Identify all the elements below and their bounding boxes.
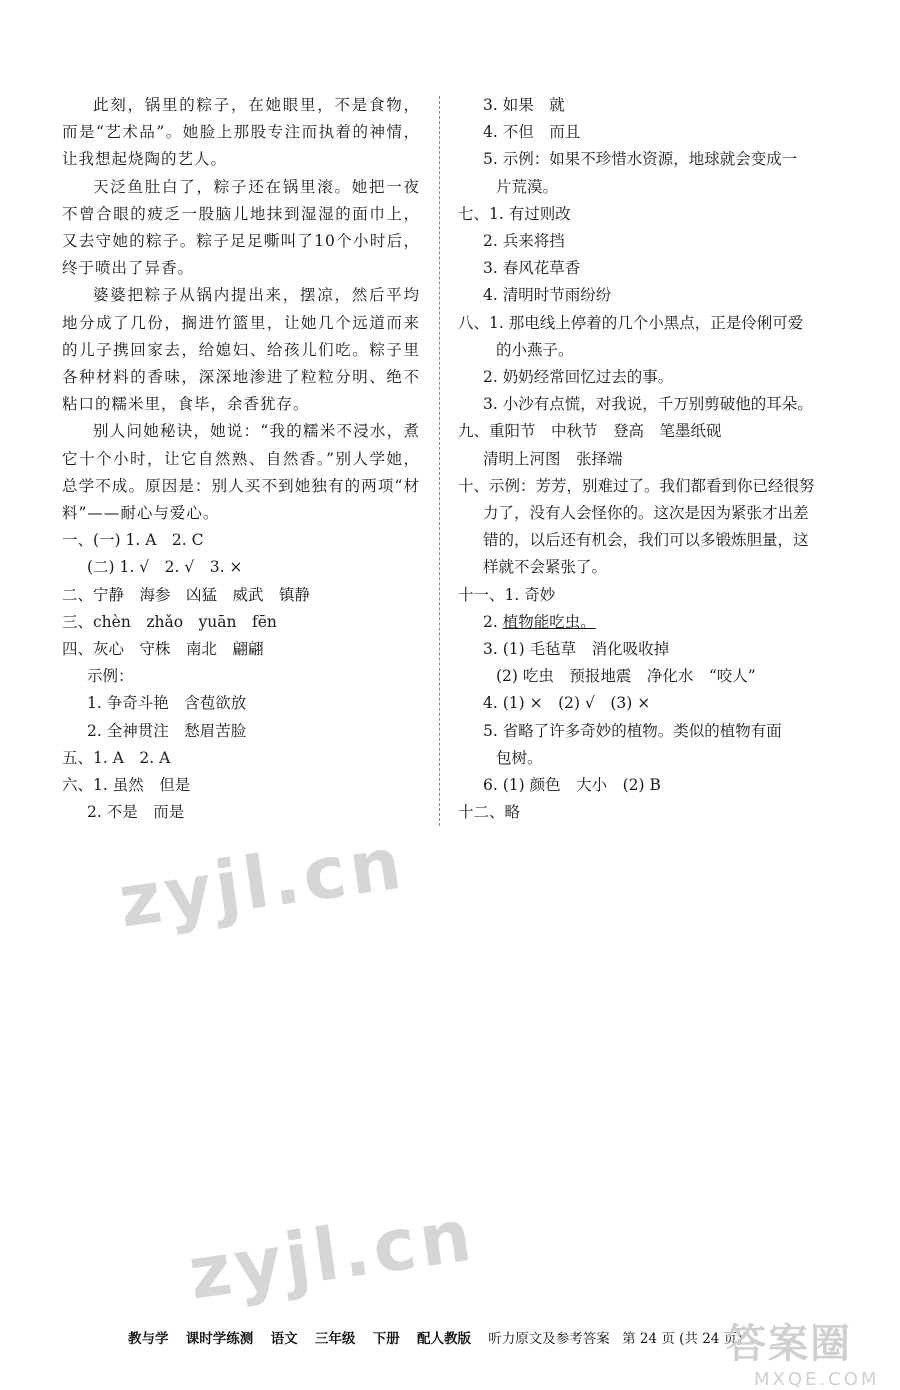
right-answer-list xyxy=(458,92,838,826)
passage-paragraph-4: 别人问她秘诀，她说：“我的糯米不浸水，煮它十个小时，让它自然熟、自然香。”别人学她，总学不成。原因是：别人买不到她独有的两项“材料”——耐心与爱心。 xyxy=(62,422,420,523)
footer-grade: 三年级 xyxy=(314,1331,356,1347)
answer-line: 清明上河图 张择端 xyxy=(483,449,623,468)
answer-line: 3. 如果 就 xyxy=(483,96,565,114)
answer-line: 3. 春风花草香 xyxy=(483,259,581,278)
answer-line: 2. 植物能吃虫。 xyxy=(483,612,596,631)
answer-line: 三、chèn zhǎo yuān fēn xyxy=(62,612,277,631)
page-footer xyxy=(128,1327,743,1347)
answer-line: 四、灰心 守株 南北 翩翩 xyxy=(62,640,264,659)
answer-line: 错的，以后还有机会，我们可以多锻炼胆量，这 xyxy=(483,531,809,550)
answer-line: 八、1. 那电线上停着的几个小黑点，正是伶俐可爱 xyxy=(458,313,804,332)
answer-line: 2. 不是 而是 xyxy=(87,803,185,822)
answer-line: 6. (1) 颜色 大小 (2) B xyxy=(483,776,661,795)
answer-line: 3. 小沙有点慌，对我说，千万别剪破他的耳朵。 xyxy=(483,395,813,414)
answer-line: 十一、1. 奇妙 xyxy=(458,585,556,604)
answer-line: 一、(一) 1. A 2. C xyxy=(62,531,204,550)
footer-brand: 教与学 xyxy=(128,1331,169,1347)
answer-line: 六、1. 虽然 但是 xyxy=(62,776,191,795)
answer-line: 2. 奶奶经常回忆过去的事。 xyxy=(483,368,674,387)
column-divider xyxy=(439,96,440,826)
watermark-top: zyjl.cn xyxy=(113,820,410,944)
answer-line: 4. 清明时节雨纷纷 xyxy=(483,286,612,305)
underlined-answer: 植物能吃虫。 xyxy=(502,612,596,631)
answer-line: 样就不会紧张了。 xyxy=(483,558,608,577)
answer-line: 二、宁静 海参 凶猛 威武 镇静 xyxy=(62,585,311,604)
footer-volume: 下册 xyxy=(372,1331,400,1347)
answer-line: 4. (1) × (2) √ (3) × xyxy=(483,694,651,713)
footer-edition: 配人教版 xyxy=(416,1331,471,1347)
stamp-url: MXQE.COM xyxy=(754,1369,880,1390)
answer-line: 3. (1) 毛毡草 消化吸收掉 xyxy=(483,640,670,659)
footer-section: 听力原文及参考答案 xyxy=(488,1331,610,1347)
answer-line: 1. 争奇斗艳 含苞欲放 xyxy=(87,694,247,713)
answer-line: 5. 省略了许多奇妙的植物。类似的植物有面 xyxy=(483,721,782,740)
passage-paragraph-1: 此刻，锅里的粽子，在她眼里，不是食物，而是“艺术品”。她脸上那股专注而执着的神情，让我想起烧陶的艺人。 xyxy=(62,96,420,169)
left-answer-list xyxy=(62,527,420,826)
passage-paragraph-3: 婆婆把粽子从锅内提出来，摆凉，然后平均地分成了几份，搁进竹篮里，让她几个远道而来的儿子携回家去，给媳妇、给孩儿们吃。粽子里各种材料的香味，深深地渗进了粒粒分明、绝不粘口的糯米里，食毕，余香犹存。 xyxy=(62,286,420,414)
answer-line: (2) 吃虫 预报地震 净化水 “咬人” xyxy=(496,667,756,686)
answer-line: 片荒漠。 xyxy=(496,177,559,196)
answer-line: 2. 兵来将挡 xyxy=(483,232,565,251)
answer-line: 示例： xyxy=(87,667,134,686)
footer-page-number: 第 24 页 (共 24 页) xyxy=(622,1331,743,1347)
answer-line: 九、重阳节 中秋节 登高 笔墨纸砚 xyxy=(458,422,722,441)
answer-line: 力了，没有人会怪你的。这次是因为紧张才出差 xyxy=(483,504,809,523)
footer-series: 课时学练测 xyxy=(185,1331,254,1347)
answer-line: 4. 不但 而且 xyxy=(483,123,581,142)
answer-line: 十、示例：芳芳，别难过了。我们都看到你已经很努 xyxy=(458,476,815,495)
answer-line: 2. 全神贯注 愁眉苦脸 xyxy=(87,721,247,740)
answer-line: 七、1. 有过则改 xyxy=(458,204,571,223)
stamp-title: 答案圈 xyxy=(726,1321,852,1367)
answer-line: 包树。 xyxy=(496,748,543,767)
answer-line: 的小燕子。 xyxy=(496,340,574,359)
watermark-bottom: zyjl.cn xyxy=(183,1192,480,1316)
passage-paragraph-2: 天泛鱼肚白了，粽子还在锅里滚。她把一夜不曾合眼的疲乏一股脑儿地抹到湿湿的面巾上，又去守她的粽子。粽子足足嘶叫了10个小时后，终于喷出了异香。 xyxy=(62,177,420,278)
answer-line: 五、1. A 2. A xyxy=(62,748,171,767)
right-column xyxy=(458,92,838,826)
left-column xyxy=(62,92,420,826)
answer-line: (二) 1. √ 2. √ 3. × xyxy=(87,558,243,577)
answer-line: 5. 示例：如果不珍惜水资源，地球就会变成一 xyxy=(483,150,798,169)
footer-subject: 语文 xyxy=(270,1331,298,1347)
answer-line: 十二、略 xyxy=(458,803,521,822)
site-stamp-logo xyxy=(726,1312,894,1390)
